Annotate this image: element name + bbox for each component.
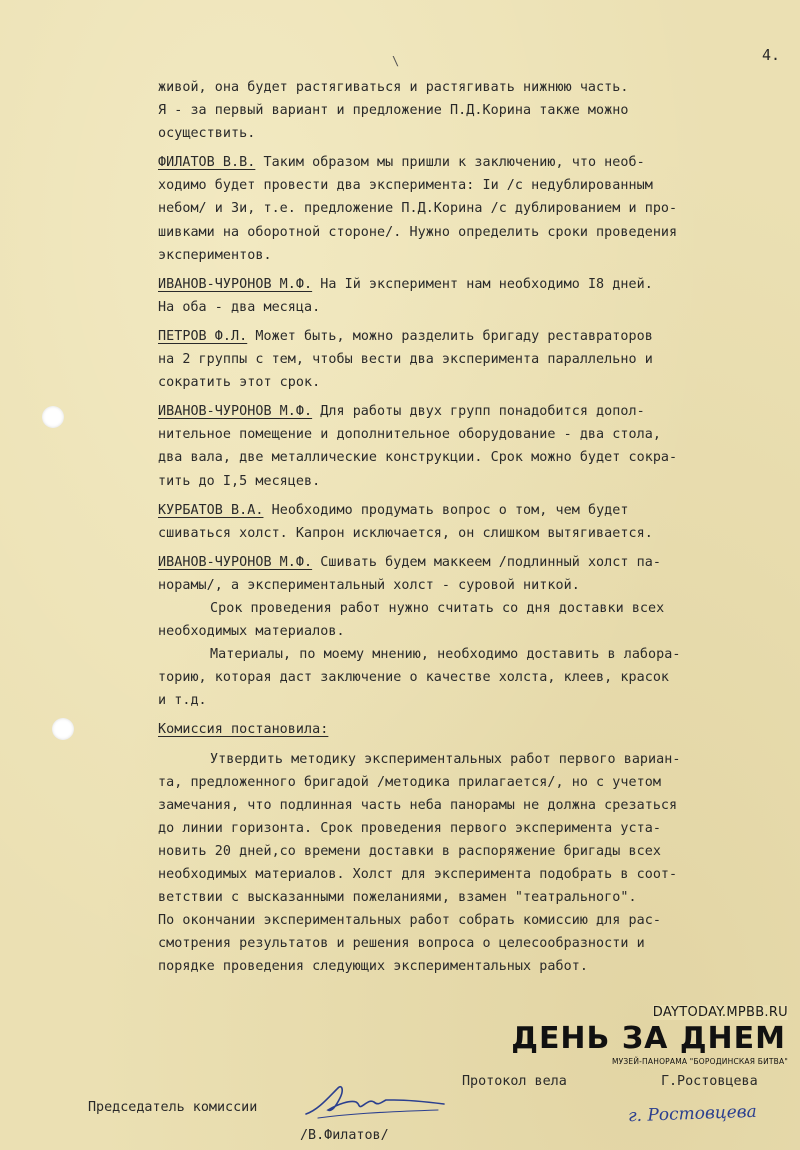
chair-label: Председатель комиссии — [88, 1100, 258, 1115]
text-line — [158, 400, 798, 423]
line-text: Может быть, можно разделить бригаду реставраторов — [255, 328, 653, 344]
line-text: и т.д. — [158, 693, 207, 709]
text-line — [158, 620, 798, 643]
speaker-name: КУРБАТОВ В.А. — [158, 502, 264, 518]
page-number: 4. — [761, 46, 780, 64]
watermark-url: DAYTODAY.MPBB.RU — [652, 1005, 788, 1020]
margin-tick-mark: \ — [392, 54, 400, 68]
line-text: Утвердить методику экспериментальных работ первого вариан- — [210, 751, 681, 767]
line-text: норамы/, а экспериментальный холст - суровой ниткой. — [158, 577, 580, 593]
line-text: сократить этот срок. — [158, 375, 321, 391]
line-text: живой, она будет растягиваться и растягивать нижнюю часть. — [158, 80, 629, 95]
line-text: порядке проведения следующих экспериментальных работ. — [158, 959, 588, 975]
text-line — [158, 371, 798, 394]
line-text: на 2 группы с тем, чтобы вести два эксперимента параллельно и — [158, 352, 653, 368]
line-text: необходимых материалов. Холст для эксперимента подобрать в соот- — [158, 867, 678, 882]
text-line — [158, 499, 798, 522]
text-line — [158, 221, 798, 244]
line-text: два вала, две металлические конструкции. Срок можно будет сокра- — [158, 450, 678, 466]
speaker-name: ИВАНОВ-ЧУРОНОВ М.Ф. — [158, 276, 313, 292]
protocol-name: Г.Ростовцева — [660, 1074, 758, 1089]
line-text: шивками на оборотной стороне/. Нужно определить сроки проведения — [158, 224, 678, 240]
text-line — [158, 748, 798, 771]
text-line — [158, 718, 798, 741]
text-line — [158, 817, 798, 840]
line-text: Я - за первый вариант и предложение П.Д.Корина также можно — [158, 103, 629, 119]
text-line — [158, 666, 798, 689]
chair-signature — [298, 1080, 448, 1130]
text-line — [158, 470, 798, 493]
line-text: тить до I,5 месяцев. — [158, 473, 321, 489]
line-text: новить 20 дней,со времени доставки в распоряжение бригады всех — [158, 843, 661, 859]
text-line — [158, 522, 798, 545]
line-text: Срок проведения работ нужно считать со дня доставки всех — [210, 600, 665, 616]
text-line — [158, 574, 798, 597]
text-line — [158, 296, 798, 319]
watermark-subtitle: МУЗЕЙ-ПАНОРАМА "БОРОДИНСКАЯ БИТВА" — [611, 1057, 788, 1066]
line-text: та, предложенного бригадой /методика прилагается/, но с учетом — [158, 774, 661, 790]
text-line — [158, 643, 798, 666]
text-line — [158, 909, 798, 932]
text-line — [158, 99, 798, 122]
line-text: сшиваться холст. Капрон исключается, он слишком вытягивается. — [158, 525, 653, 541]
text-line — [158, 689, 798, 712]
text-line — [158, 273, 798, 296]
punch-hole-bottom — [52, 718, 74, 740]
line-text: торию, которая даст заключение о качестве холста, клеев, красок — [158, 670, 670, 686]
line-text: до линии горизонта. Срок проведения первого эксперимента уста- — [158, 820, 661, 836]
line-text: замечания, что подлинная часть неба панорамы не должна срезаться — [158, 797, 678, 813]
line-text: ветствии с высказанными пожеланиями, взамен "театрального". — [158, 890, 637, 906]
text-line — [158, 174, 798, 197]
protocol-keeper — [462, 1074, 758, 1089]
text-line — [158, 122, 798, 145]
text-line — [158, 597, 798, 620]
speaker-name: ФИЛАТОВ В.В. — [158, 155, 256, 171]
watermark-logo: ДЕНЬ ЗА ДНЕМ — [511, 1021, 786, 1056]
line-text: небом/ и 3и, т.е. предложение П.Д.Корина /с дублированием и про- — [158, 201, 678, 217]
punch-hole-top — [42, 406, 64, 428]
line-text: экспериментов. — [158, 247, 272, 263]
line-text: необходимых материалов. — [158, 624, 345, 640]
keeper-handwritten-signature: г. Ростовцева — [627, 1101, 758, 1127]
text-line — [158, 76, 798, 99]
speaker-name: ПЕТРОВ Ф.Л. — [158, 328, 248, 344]
text-line — [158, 446, 798, 469]
protocol-label: Протокол вела — [462, 1074, 567, 1089]
line-text: смотрения результатов и решения вопроса о целесообразности и — [158, 936, 645, 952]
text-line — [158, 886, 798, 909]
text-line — [158, 197, 798, 220]
text-line — [158, 423, 798, 446]
text-line — [158, 863, 798, 886]
text-line — [158, 151, 798, 174]
text-line — [158, 348, 798, 371]
line-text: Материалы, по моему мнению, необходимо доставить в лабора- — [210, 647, 681, 663]
text-line — [158, 244, 798, 267]
text-line — [158, 325, 798, 348]
protocol-body-text — [158, 76, 798, 978]
text-line — [158, 955, 798, 978]
chair-name: /В.Филатов/ — [300, 1128, 389, 1143]
line-text: Сшивать будем маккеем /подлинный холст па- — [320, 554, 661, 570]
line-text: Необходимо продумать вопрос о том, чем будет — [271, 502, 629, 518]
line-text: По окончании экспериментальных работ собрать комиссию для рас- — [158, 913, 661, 929]
line-text: нительное помещение и дополнительное оборудование - два стола, — [158, 427, 661, 443]
text-line — [158, 794, 798, 817]
line-text: На Iй эксперимент нам необходимо I8 дней. — [320, 276, 653, 292]
signature-block — [0, 1060, 800, 1150]
speaker-name: ИВАНОВ-ЧУРОНОВ М.Ф. — [158, 554, 313, 570]
text-line — [158, 840, 798, 863]
line-text: На оба - два месяца. — [158, 299, 321, 315]
speaker-name: ИВАНОВ-ЧУРОНОВ М.Ф. — [158, 404, 313, 420]
text-line — [158, 932, 798, 955]
line-text: Таким образом мы пришли к заключению, что необ- — [263, 155, 645, 171]
text-line — [158, 551, 798, 574]
line-text: осуществить. — [158, 126, 256, 142]
line-text: ходимо будет провести два эксперимента: Iи /с недублированным — [158, 178, 653, 194]
decision-heading: Комиссия постановила: — [158, 722, 329, 738]
text-line — [158, 771, 798, 794]
line-text: Для работы двух групп понадобится допол- — [320, 404, 645, 420]
